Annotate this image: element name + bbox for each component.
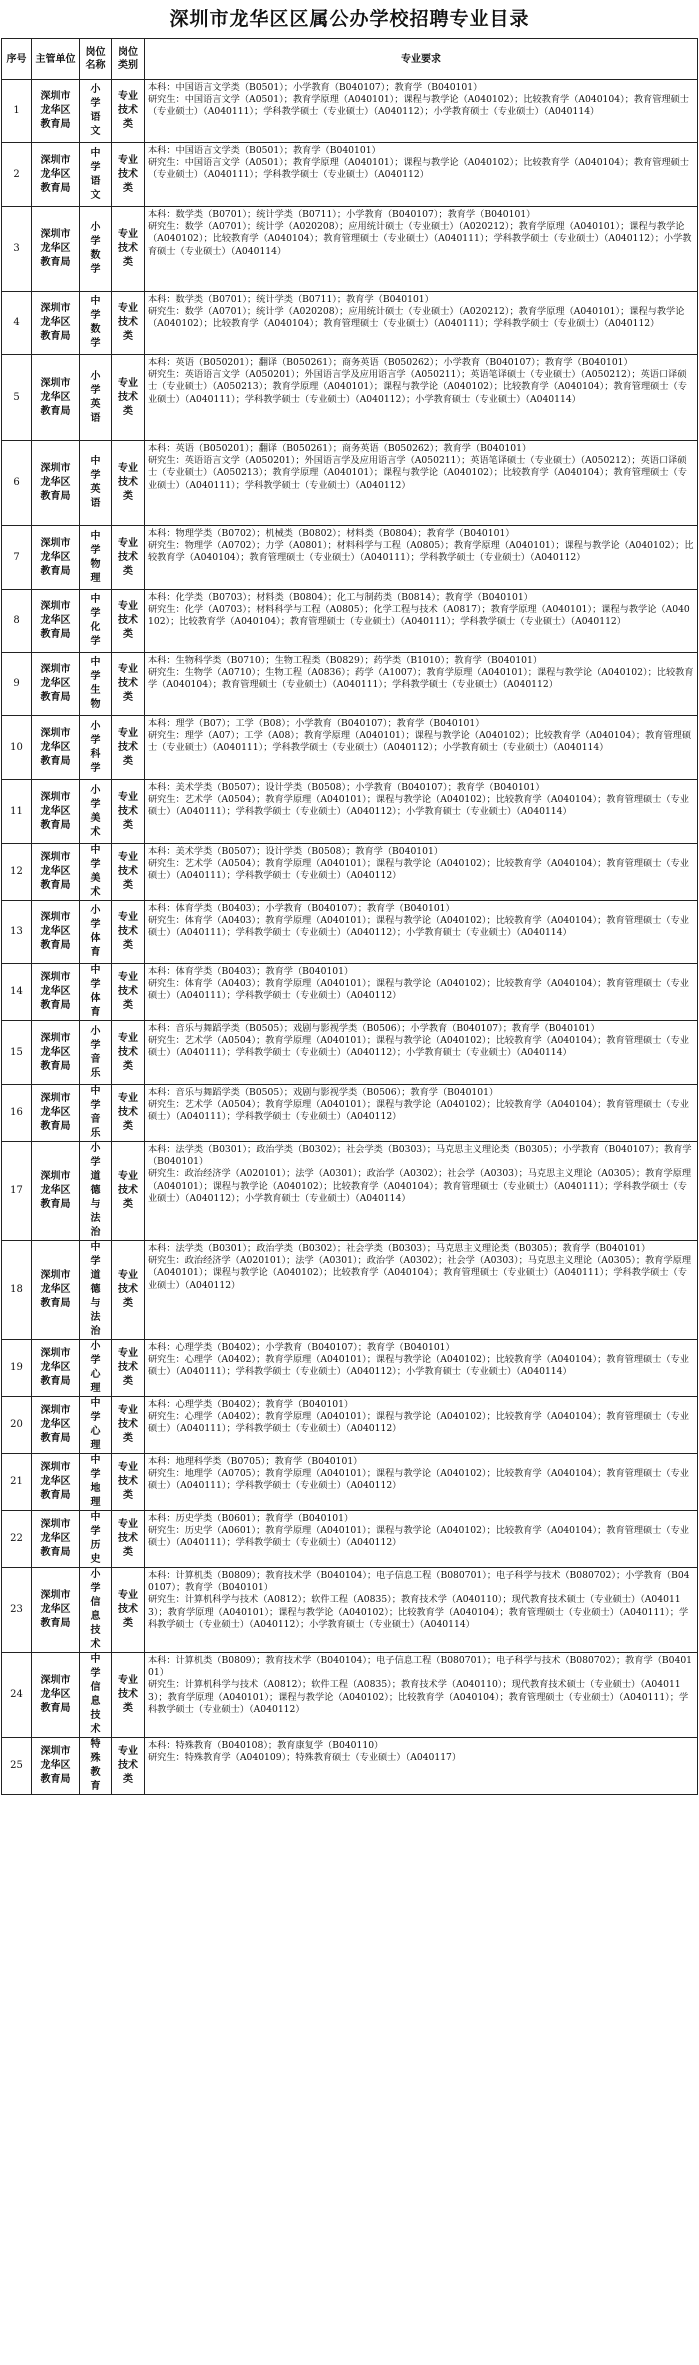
row-unit: [32, 1738, 80, 1795]
row-post: [80, 1021, 112, 1085]
table-row: [2, 526, 698, 590]
table-row: [2, 292, 698, 355]
requirement-graduate: 研究生：艺术学（A0504）；教育学原理（A040101）；课程与教学论（A040102）；比较教育学（A040104）；教育管理硕士（专业硕士）（A040111）；学科教学硕士（专业硕士）（A040112）；小学教育硕士（专业硕士）（A040114）: [148, 1035, 689, 1059]
row-category-text: 专业技术类: [118, 664, 138, 703]
row-post: [80, 441, 112, 526]
row-unit: [32, 207, 80, 292]
row-requirement: [145, 526, 698, 590]
row-requirement: [145, 207, 698, 292]
row-unit-text: 深圳市龙华区教育局: [40, 1519, 71, 1558]
row-category-text: 专业技术类: [118, 912, 138, 951]
row-unit-text: 深圳市龙华区教育局: [40, 1093, 71, 1132]
row-unit: [32, 1568, 80, 1653]
header-index: 序号: [2, 39, 32, 80]
row-unit-text: 深圳市龙华区教育局: [40, 303, 71, 342]
row-index: 3: [2, 207, 32, 292]
row-index: 9: [2, 653, 32, 716]
row-post: [80, 964, 112, 1021]
requirement-graduate: 研究生：英语语言文学（A050201）；外国语言学及应用语言学（A050211）；英语笔译硕士（专业硕士）（A050212）；英语口译硕士（专业硕士）（A050213）；教育学原理（A040101）；课程与教学论（A040102）；比较教育学（A040104）；教育管理硕士（专业硕士）（A040111）；学科教学硕士（专业硕士）（A040112）: [148, 455, 687, 491]
row-post-text: 中学生物: [90, 657, 101, 710]
requirement-undergraduate: 本科：美术学类（B0507）；设计学类（B0508）；小学教育（B040107）；教育学（B040101）: [148, 782, 545, 793]
table-row: [2, 80, 698, 143]
row-unit-text: 深圳市龙华区教育局: [40, 1462, 71, 1501]
requirement-graduate: 研究生：中国语言文学（A0501）；教育学原理（A040101）；课程与教学论（A040102）；比较教育学（A040104）；教育管理硕士（专业硕士）（A040111）；学科教学硕士（专业硕士）（A040112）: [148, 157, 689, 181]
row-requirement: [145, 355, 698, 441]
row-index: 12: [2, 844, 32, 901]
requirement-graduate: 研究生：地理学（A0705）；教育学原理（A040101）；课程与教学论（A040102）；比较教育学（A040104）；教育管理硕士（专业硕士）（A040111）；学科教学硕士（专业硕士）（A040112）: [148, 1468, 689, 1492]
row-post-text: 中学数学: [90, 296, 101, 349]
row-post: [80, 1142, 112, 1241]
row-unit-text: 深圳市龙华区教育局: [40, 1675, 71, 1714]
row-post: [80, 80, 112, 143]
row-unit: [32, 355, 80, 441]
row-requirement: [145, 1340, 698, 1397]
requirement-graduate: 研究生：心理学（A0402）；教育学原理（A040101）；课程与教学论（A040102）；比较教育学（A040104）；教育管理硕士（专业硕士）（A040111）；学科教学硕士（专业硕士）（A040112）；小学教育硕士（专业硕士）（A040114）: [148, 1354, 689, 1378]
row-unit-text: 深圳市龙华区教育局: [40, 1032, 71, 1072]
row-post: [80, 1568, 112, 1653]
row-requirement: [145, 844, 698, 901]
row-post: [80, 1241, 112, 1340]
row-category: [112, 1241, 145, 1340]
row-requirement: [145, 1511, 698, 1568]
row-unit-text: 深圳市龙华区教育局: [40, 463, 71, 502]
requirement-graduate: 研究生：艺术学（A0504）；教育学原理（A040101）；课程与教学论（A040102）；比较教育学（A040104）；教育管理硕士（专业硕士）（A040111）；学科教学硕士（专业硕士）（A040112）；小学教育硕士（专业硕士）（A040114）: [148, 794, 689, 818]
header-post-label: 岗位名称: [85, 47, 106, 71]
requirement-graduate: 研究生：艺术学（A0504）；教育学原理（A040101）；课程与教学论（A040102）；比较教育学（A040104）；教育管理硕士（专业硕士）（A040111）；学科教学硕士（专业硕士）（A040112）: [148, 858, 689, 882]
row-post: [80, 590, 112, 653]
row-unit: [32, 143, 80, 207]
row-category: [112, 1021, 145, 1085]
row-unit: [32, 1511, 80, 1568]
row-post-text: 小学英语: [90, 370, 101, 424]
row-index: 7: [2, 526, 32, 590]
row-category: [112, 1568, 145, 1653]
row-requirement: [145, 143, 698, 207]
table-body: [2, 80, 698, 1795]
requirement-graduate: 研究生：中国语言文学（A0501）；教育学原理（A040101）；课程与教学论（A040102）；比较教育学（A040104）；教育管理硕士（专业硕士）（A040111）；学科教学硕士（专业硕士）（A040112）；小学教育硕士（专业硕士）（A040114）: [148, 94, 689, 118]
row-category-text: 专业技术类: [118, 377, 138, 417]
row-post: [80, 1397, 112, 1454]
row-post-text: 中学音乐: [90, 1086, 101, 1139]
row-unit: [32, 844, 80, 901]
row-index: 20: [2, 1397, 32, 1454]
row-unit-text: 深圳市龙华区教育局: [40, 154, 71, 194]
requirement-undergraduate: 本科：地理科学类（B0705）；教育学（B040101）: [148, 1456, 363, 1467]
row-index: 23: [2, 1568, 32, 1653]
row-unit: [32, 1397, 80, 1454]
requirement-undergraduate: 本科：中国语言文学类（B0501）；小学教育（B040107）；教育学（B040101）: [148, 82, 483, 93]
row-index: 8: [2, 590, 32, 653]
row-post: [80, 1653, 112, 1738]
row-category: [112, 1340, 145, 1397]
row-category: [112, 1397, 145, 1454]
table-row: [2, 964, 698, 1021]
requirement-graduate: 研究生：数学（A0701）；统计学（A020208）；应用统计硕士（专业硕士）（A020212）；教育学原理（A040101）；课程与教学论（A040102）；比较教育学（A040104）；教育管理硕士（专业硕士）（A040111）；学科教学硕士（专业硕士）（A040112）: [148, 306, 685, 330]
row-requirement: [145, 1241, 698, 1340]
table-row: [2, 441, 698, 526]
row-post-text: 小学音乐: [90, 1025, 101, 1079]
row-post: [80, 844, 112, 901]
row-category: [112, 1085, 145, 1142]
row-index: 19: [2, 1340, 32, 1397]
row-category: [112, 901, 145, 964]
row-unit: [32, 1653, 80, 1738]
table-row: [2, 1021, 698, 1085]
row-requirement: [145, 1653, 698, 1738]
row-category-text: 专业技术类: [118, 1171, 138, 1210]
row-requirement: [145, 590, 698, 653]
row-post: [80, 526, 112, 590]
row-index: 6: [2, 441, 32, 526]
row-post-text: 小学美术: [90, 784, 101, 838]
row-index: 15: [2, 1021, 32, 1085]
row-index: 4: [2, 292, 32, 355]
row-category-text: 专业技术类: [118, 601, 138, 640]
row-index: 21: [2, 1454, 32, 1511]
row-unit-text: 深圳市龙华区教育局: [40, 91, 71, 130]
row-requirement: [145, 441, 698, 526]
row-category: [112, 441, 145, 526]
row-post-text: 中学美术: [90, 845, 101, 898]
requirement-undergraduate: 本科：英语（B050201）；翻译（B050261）；商务英语（B050262）；小学教育（B040107）；教育学（B040101）: [148, 357, 633, 368]
row-requirement: [145, 1085, 698, 1142]
requirement-graduate: 研究生：体育学（A0403）；教育学原理（A040101）；课程与教学论（A040102）；比较教育学（A040104）；教育管理硕士（专业硕士）（A040111）；学科教学硕士（专业硕士）（A040112）；小学教育硕士（专业硕士）（A040114）: [148, 915, 689, 939]
row-post: [80, 1454, 112, 1511]
row-post: [80, 355, 112, 441]
requirement-graduate: 研究生：政治经济学（A020101）；法学（A0301）；政治学（A0302）；社会学（A0303）；马克思主义理论（A0305）；教育学原理（A040101）；课程与教学论（A040102）；比较教育学（A040104）；教育管理硕士（专业硕士）（A040111）；学科教学硕士（专业硕士）（A040112）: [148, 1255, 692, 1291]
row-category: [112, 653, 145, 716]
requirement-graduate: 研究生：化学（A0703）；材料科学与工程（A0805）；化学工程与技术（A0817）；教育学原理（A040101）；课程与教学论（A040102）；比较教育学（A040104）；教育管理硕士（专业硕士）（A040111）；学科教学硕士（专业硕士）（A040112）: [148, 604, 690, 628]
row-unit-text: 深圳市龙华区教育局: [40, 1171, 71, 1210]
row-post-text: 中学心理: [90, 1398, 101, 1451]
row-unit-text: 深圳市龙华区教育局: [40, 1348, 71, 1387]
row-unit-text: 深圳市龙华区教育局: [40, 1590, 71, 1629]
row-unit: [32, 653, 80, 716]
row-unit-text: 深圳市龙华区教育局: [40, 377, 71, 417]
row-category-text: 专业技术类: [118, 1348, 138, 1387]
row-post-text: 小学心理: [90, 1341, 101, 1394]
page-title: 深圳市龙华区区属公办学校招聘专业目录: [169, 8, 530, 30]
row-post: [80, 1738, 112, 1795]
table-row: [2, 1511, 698, 1568]
requirement-graduate: 研究生：生物学（A0710）；生物工程（A0836）；药学（A1007）；教育学原理（A040101）；课程与教学论（A040102）；比较教育学（A040104）；教育管理硕士（专业硕士）（A040111）；学科教学硕士（专业硕士）（A040112）: [148, 667, 694, 691]
requirement-graduate: 研究生：政治经济学（A020101）；法学（A0301）；政治学（A0302）；社会学（A0303）；马克思主义理论（A0305）；教育学原理（A040101）；课程与教学论（A040102）；比较教育学（A040104）；教育管理硕士（专业硕士）（A040111）；学科教学硕士（专业硕士）（A040112）；小学教育硕士（专业硕士）（A040114）: [148, 1168, 692, 1204]
row-category: [112, 292, 145, 355]
requirement-undergraduate: 本科：中国语言文学类（B0501）；教育学（B040101）: [148, 145, 381, 156]
row-category-text: 专业技术类: [118, 727, 138, 767]
requirement-undergraduate: 本科：心理学类（B0402）；小学教育（B040107）；教育学（B040101）: [148, 1342, 455, 1353]
row-category-text: 专业技术类: [118, 1270, 138, 1309]
row-post: [80, 292, 112, 355]
requirement-graduate: 研究生：英语语言文学（A050201）；外国语言学及应用语言学（A050211）；英语笔译硕士（专业硕士）（A050212）；英语口译硕士（专业硕士）（A050213）；教育学原理（A040101）；课程与教学论（A040102）；比较教育学（A040104）；教育管理硕士（专业硕士）（A040111）；学科教学硕士（专业硕士）（A040112）；小学教育硕士（专业硕士）（A040114）: [148, 369, 687, 405]
row-category: [112, 143, 145, 207]
table-row: [2, 1142, 698, 1241]
requirement-undergraduate: 本科：数学类（B0701）；统计学类（B0711）；教育学（B040101）: [148, 294, 434, 305]
row-post-text: 中学化学: [90, 594, 101, 647]
row-category-text: 专业技术类: [118, 1032, 138, 1072]
row-post: [80, 1511, 112, 1568]
header-category-label: 岗位类别: [118, 47, 138, 71]
row-index: 22: [2, 1511, 32, 1568]
row-unit-text: 深圳市龙华区教育局: [40, 727, 71, 767]
row-unit: [32, 964, 80, 1021]
row-post-text: 小学体育: [90, 905, 101, 958]
requirement-undergraduate: 本科：体育学类（B0403）；小学教育（B040107）；教育学（B040101）: [148, 903, 455, 914]
table-row: [2, 653, 698, 716]
row-requirement: [145, 1142, 698, 1241]
row-post: [80, 207, 112, 292]
header-post: [80, 39, 112, 80]
row-requirement: [145, 653, 698, 716]
table-row: [2, 780, 698, 844]
row-category-text: 专业技术类: [118, 303, 138, 342]
requirement-graduate: 研究生：体育学（A0403）；教育学原理（A040101）；课程与教学论（A040102）；比较教育学（A040104）；教育管理硕士（专业硕士）（A040111）；学科教学硕士（专业硕士）（A040112）: [148, 978, 689, 1002]
requirement-undergraduate: 本科：化学类（B0703）；材料类（B0804）；化工与制药类（B0814）；教育学（B040101）: [148, 592, 533, 603]
row-unit-text: 深圳市龙华区教育局: [40, 1746, 71, 1785]
requirement-graduate: 研究生：特殊教育学（A040109）；特殊教育硕士（专业硕士）（A040117）: [148, 1752, 462, 1764]
row-category: [112, 964, 145, 1021]
requirement-undergraduate: 本科：法学类（B0301）；政治学类（B0302）；社会学类（B0303）；马克思主义理论类（B0305）；小学教育（B040107）；教育学（B040101）: [148, 1144, 692, 1168]
row-unit: [32, 1454, 80, 1511]
requirement-graduate: 研究生：心理学（A0402）；教育学原理（A040101）；课程与教学论（A040102）；比较教育学（A040104）；教育管理硕士（专业硕士）（A040111）；学科教学硕士（专业硕士）（A040112）: [148, 1411, 689, 1435]
row-category-text: 专业技术类: [118, 1405, 138, 1444]
row-post-text: 特殊教育: [90, 1739, 101, 1792]
row-category-text: 专业技术类: [118, 791, 138, 831]
table-row: [2, 1085, 698, 1142]
table-row: [2, 1568, 698, 1653]
recruitment-table: [1, 38, 698, 1795]
table-row: [2, 1241, 698, 1340]
row-unit: [32, 590, 80, 653]
table-row: [2, 355, 698, 441]
row-post: [80, 143, 112, 207]
row-index: 13: [2, 901, 32, 964]
row-post: [80, 780, 112, 844]
row-post-text: 中学英语: [90, 456, 101, 509]
row-category: [112, 1142, 145, 1241]
requirement-graduate: 研究生：数学（A0701）；统计学（A020208）；应用统计硕士（专业硕士）（A020212）；教育学原理（A040101）；课程与教学论（A040102）；比较教育学（A040104）；教育管理硕士（专业硕士）（A040111）；学科教学硕士（专业硕士）（A040112）；小学教育硕士（专业硕士）（A040114）: [148, 221, 692, 257]
requirement-graduate: 研究生：计算机科学与技术（A0812）；软件工程（A0835）；教育技术学（A040110）；现代教育技术硕士（专业硕士）（A040113）；教育学原理（A040101）；课程与教学论（A040102）；比较教育学（A040104）；教育管理硕士（专业硕士）（A040111）；学科教学硕士（专业硕士）（A040112）；小学教育硕士（专业硕士）（A040114）: [148, 1594, 689, 1630]
row-requirement: [145, 780, 698, 844]
row-index: 10: [2, 716, 32, 780]
row-unit-text: 深圳市龙华区教育局: [40, 852, 71, 891]
row-index: 11: [2, 780, 32, 844]
row-index: 5: [2, 355, 32, 441]
row-post-text: 中学物理: [90, 530, 101, 584]
row-post: [80, 716, 112, 780]
requirement-undergraduate: 本科：历史学类（B0601）；教育学（B040101）: [148, 1513, 354, 1524]
row-requirement: [145, 80, 698, 143]
row-index: 18: [2, 1241, 32, 1340]
row-requirement: [145, 1397, 698, 1454]
row-post-text: 小学道德与法治: [90, 1143, 101, 1238]
row-index: 25: [2, 1738, 32, 1795]
row-category-text: 专业技术类: [118, 154, 138, 194]
header-requirement: 专业要求: [145, 39, 698, 80]
row-post: [80, 653, 112, 716]
row-unit: [32, 1085, 80, 1142]
row-post-text: 中学道德与法治: [90, 1242, 101, 1337]
row-post-text: 小学数学: [90, 222, 101, 275]
row-unit-text: 深圳市龙华区教育局: [40, 791, 71, 831]
header-unit: 主管单位: [32, 39, 80, 80]
row-unit: [32, 441, 80, 526]
row-post-text: 中学语文: [90, 147, 101, 201]
row-index: 1: [2, 80, 32, 143]
row-category-text: 专业技术类: [118, 972, 138, 1011]
row-post-text: 小学语文: [90, 84, 101, 137]
row-category: [112, 526, 145, 590]
row-category: [112, 1738, 145, 1795]
row-post: [80, 1340, 112, 1397]
requirement-undergraduate: 本科：计算机类（B0809）；教育技术学（B040104）；电子信息工程（B080701）；电子科学与技术（B080702）；小学教育（B040107）；教育学（B040101）: [148, 1570, 690, 1594]
table-row: [2, 716, 698, 780]
row-category-text: 专业技术类: [118, 852, 138, 891]
requirement-graduate: 研究生：物理学（A0702）；力学（A0801）；材料科学与工程（A0805）；教育学原理（A040101）；课程与教学论（A040102）；比较教育学（A040104）；教育管理硕士（专业硕士）（A040111）；学科教学硕士（专业硕士）（A040112）: [148, 540, 694, 564]
row-category-text: 专业技术类: [118, 229, 138, 268]
requirement-undergraduate: 本科：心理学类（B0402）；教育学（B040101）: [148, 1399, 354, 1410]
row-unit-text: 深圳市龙华区教育局: [40, 601, 71, 640]
row-unit: [32, 526, 80, 590]
row-unit: [32, 1021, 80, 1085]
row-category-text: 专业技术类: [118, 537, 138, 577]
row-unit-text: 深圳市龙华区教育局: [40, 1270, 71, 1309]
row-unit-text: 深圳市龙华区教育局: [40, 912, 71, 951]
row-category: [112, 780, 145, 844]
row-post-text: 中学体育: [90, 965, 101, 1018]
requirement-graduate: 研究生：计算机科学与技术（A0812）；软件工程（A0835）；教育技术学（A040110）；现代教育技术硕士（专业硕士）（A040113）；教育学原理（A040101）；课程与教学论（A040102）；比较教育学（A040104）；教育管理硕士（专业硕士）（A040111）；学科教学硕士（专业硕士）（A040112）: [148, 1679, 689, 1715]
requirement-graduate: 研究生：历史学（A0601）；教育学原理（A040101）；课程与教学论（A040102）；比较教育学（A040104）；教育管理硕士（专业硕士）（A040111）；学科教学硕士（专业硕士）（A040112）: [148, 1525, 689, 1549]
row-category: [112, 1653, 145, 1738]
header-category: [112, 39, 145, 80]
row-requirement: [145, 901, 698, 964]
row-unit-text: 深圳市龙华区教育局: [40, 1405, 71, 1444]
row-index: 2: [2, 143, 32, 207]
row-unit: [32, 716, 80, 780]
requirement-graduate: 研究生：理学（A07）；工学（A08）；教育学原理（A040101）；课程与教学论（A040102）；比较教育学（A040104）；教育管理硕士（专业硕士）（A040111）；学科教学硕士（专业硕士）（A040112）；小学教育硕士（专业硕士）（A040114）: [148, 730, 692, 754]
row-unit: [32, 292, 80, 355]
row-category: [112, 207, 145, 292]
row-category-text: 专业技术类: [118, 1746, 138, 1785]
row-category: [112, 590, 145, 653]
row-post-text: 中学信息技术: [90, 1654, 101, 1735]
row-post-text: 小学科学: [90, 720, 101, 774]
table-row: [2, 1738, 698, 1795]
table-header-row: [2, 39, 698, 80]
table-row: [2, 207, 698, 292]
row-index: 16: [2, 1085, 32, 1142]
requirement-undergraduate: 本科：计算机类（B0809）；教育技术学（B040104）；电子信息工程（B080701）；电子科学与技术（B080702）；教育学（B040101）: [148, 1655, 693, 1679]
row-category-text: 专业技术类: [118, 91, 138, 130]
row-unit-text: 深圳市龙华区教育局: [40, 664, 71, 703]
row-category: [112, 355, 145, 441]
row-post-text: 中学历史: [90, 1512, 101, 1565]
table-row: [2, 143, 698, 207]
table-row: [2, 590, 698, 653]
row-post-text: 中学地理: [90, 1455, 101, 1508]
row-index: 14: [2, 964, 32, 1021]
row-index: 24: [2, 1653, 32, 1738]
table-row: [2, 1397, 698, 1454]
row-index: 17: [2, 1142, 32, 1241]
table-row: [2, 1340, 698, 1397]
requirement-undergraduate: 本科：特殊教育（B040108）；教育康复学（B040110）: [148, 1740, 384, 1751]
table-row: [2, 1454, 698, 1511]
row-unit: [32, 1340, 80, 1397]
row-unit: [32, 80, 80, 143]
requirement-graduate: 研究生：艺术学（A0504）；教育学原理（A040101）；课程与教学论（A040102）；比较教育学（A040104）；教育管理硕士（专业硕士）（A040111）；学科教学硕士（专业硕士）（A040112）: [148, 1099, 689, 1123]
requirement-undergraduate: 本科：体育学类（B0403）；教育学（B040101）: [148, 966, 354, 977]
row-post: [80, 901, 112, 964]
row-requirement: [145, 1568, 698, 1653]
table-row: [2, 1653, 698, 1738]
row-category: [112, 1511, 145, 1568]
requirement-undergraduate: 本科：物理学类（B0702）；机械类（B0802）；材料类（B0804）；教育学（B040101）: [148, 528, 515, 539]
row-unit-text: 深圳市龙华区教育局: [40, 972, 71, 1011]
row-requirement: [145, 716, 698, 780]
row-category: [112, 1454, 145, 1511]
row-category-text: 专业技术类: [118, 1519, 138, 1558]
row-requirement: [145, 1738, 698, 1795]
row-category: [112, 716, 145, 780]
requirement-undergraduate: 本科：数学类（B0701）；统计学类（B0711）；小学教育（B040107）；教育学（B040101）: [148, 209, 536, 220]
row-category: [112, 80, 145, 143]
requirement-undergraduate: 本科：英语（B050201）；翻译（B050261）；商务英语（B050262）；教育学（B040101）: [148, 443, 532, 454]
row-category-text: 专业技术类: [118, 1590, 138, 1629]
requirement-undergraduate: 本科：音乐与舞蹈学类（B0505）；戏剧与影视学类（B0506）；小学教育（B040107）；教育学（B040101）: [148, 1023, 600, 1034]
row-unit: [32, 1142, 80, 1241]
table-row: [2, 901, 698, 964]
row-post-text: 小学信息技术: [90, 1569, 101, 1650]
requirement-undergraduate: 本科：音乐与舞蹈学类（B0505）；戏剧与影视学类（B0506）；教育学（B040101）: [148, 1087, 499, 1098]
requirement-undergraduate: 本科：生物科学类（B0710）；生物工程类（B0829）；药学类（B1010）；教育学（B040101）: [148, 655, 543, 666]
row-category: [112, 844, 145, 901]
row-requirement: [145, 1454, 698, 1511]
row-unit: [32, 1241, 80, 1340]
row-category-text: 专业技术类: [118, 463, 138, 502]
requirement-undergraduate: 本科：理学（B07）；工学（B08）；小学教育（B040107）；教育学（B040101）: [148, 718, 485, 729]
row-requirement: [145, 964, 698, 1021]
row-category-text: 专业技术类: [118, 1675, 138, 1714]
row-requirement: [145, 1021, 698, 1085]
row-post: [80, 1085, 112, 1142]
requirement-undergraduate: 本科：美术学类（B0507）；设计学类（B0508）；教育学（B040101）: [148, 846, 444, 857]
requirement-undergraduate: 本科：法学类（B0301）；政治学类（B0302）；社会学类（B0303）；马克思主义理论类（B0305）；教育学（B040101）: [148, 1243, 651, 1254]
row-category-text: 专业技术类: [118, 1462, 138, 1501]
row-unit: [32, 901, 80, 964]
row-requirement: [145, 292, 698, 355]
table-row: [2, 844, 698, 901]
row-unit: [32, 780, 80, 844]
row-category-text: 专业技术类: [118, 1093, 138, 1132]
row-unit-text: 深圳市龙华区教育局: [40, 537, 71, 577]
row-unit-text: 深圳市龙华区教育局: [40, 229, 71, 268]
